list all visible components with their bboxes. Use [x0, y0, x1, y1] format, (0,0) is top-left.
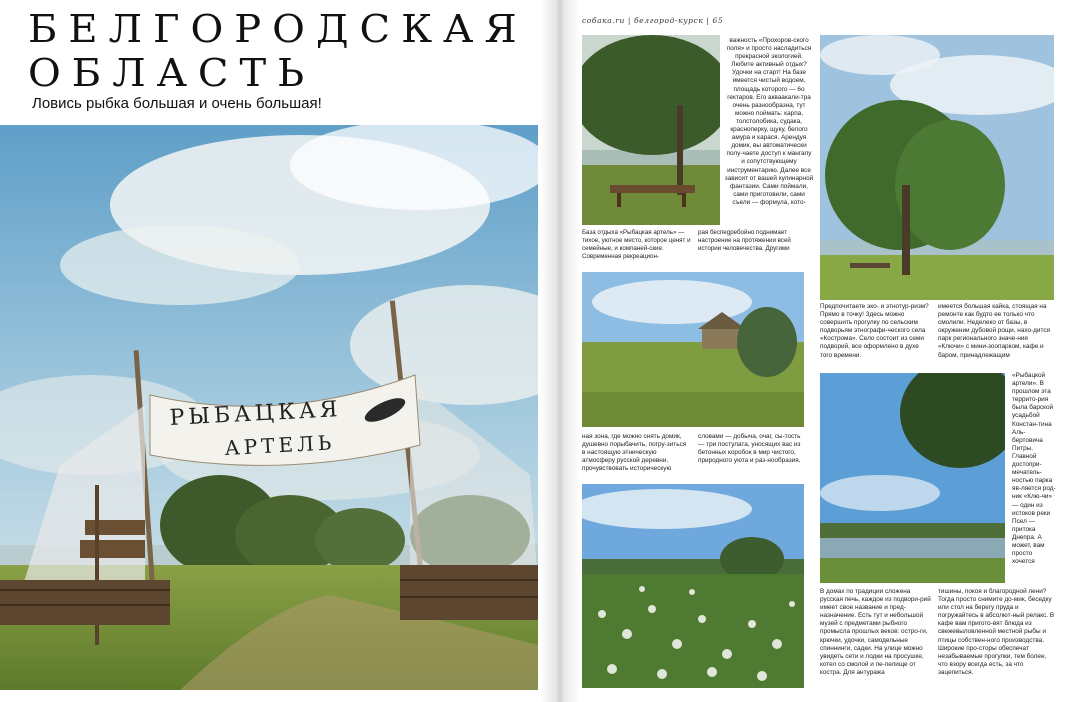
page-title: БЕЛГОРОДСКАЯ ОБЛАСТЬ [28, 8, 528, 96]
page-gutter [540, 0, 580, 702]
photo-willow-lake [820, 35, 1054, 300]
photo-village-field [582, 272, 804, 427]
photo-bench-under-willow [582, 35, 720, 225]
text-col-b: имеется большая кайка, стоящая на ремонте как будто ее только что смолили. Неделеко от базы, в окружении дубовой рощи, нахо-дится парк регионального значе-ния «Ключи» с мини-зоопарком, кафе и баром, принадлежащим [938, 303, 1050, 359]
text-column-intro: важность «Прохоров-ского поля» и просто насладиться прекрасной экологией. Любите активный отдых? Удочки на старт! На базе имеется чистый водоем, площадь которого — 6о гектаров. Его акваакали-тра очень разнообразна, тут можно поймать: карпа, толстолобика, судака, красноперку, щуку, белого амура и карася. Арендуя домик, вы автоматически полу-чаете доступ к мангалу и сопутствующему инструментарию. Далее все зависит от вашей кулинарной фантазии. Сами поймали, сами приготовили, сами съели — формула, кото- [724, 37, 814, 206]
main-photo-fishing-gate [0, 125, 538, 690]
sign-line-2: АРТЕЛЬ [224, 430, 336, 460]
photo-lake-tree [820, 373, 1005, 583]
text-mid-left: ная зона, где можно снять домик, душевно порыбачить, погру-зиться в настоящую этническую атмосферу русской деревни, прочувствовать историческую [582, 433, 687, 473]
text-mid-right: словами — добыча, очаг, сы-тость — три постулата, уносящих вас из бетонных коробок в мир чистого, природного уюта и раз-нообразия. [698, 433, 801, 465]
sign-line-1: РЫБАЦКАЯ [169, 397, 343, 431]
text-bottom-a: В домах по традиции сложена русская печь, каждое из подвори-рий имеет свое название и пред-назначение. Есть тут и небольшой музей с предметами рыбного промысла прошлых веков: остро-ги, крючки, удочки, самодельные спиннинги, садки. На улице можно увидеть сети и лодки на просушке, котел со смолой и пе-пелище от костра. Для антуража [820, 588, 931, 676]
page-header: собака.ru | белгород-курск | 65 [582, 16, 724, 25]
text-bottom-b: тишины, покоя и благородной лени? Тогда просто снимите до-мик, беседку или стол на берегу пруда и погружайтесь в абсолют-ный релакс. В кафе вам пригото-вят блюда из свежевыловленной местной рыбы и птицы собствен-ного производства. Широкие про-сторы обеспечат незабываемые прогулки, тем более, что взору всегда есть, за что зацепиться. [938, 588, 1055, 676]
caption-left: База отдыха «Рыбацкая артель» — тихое, уютное место, которое ценят и семейные, и компаней-ские. Современная рекреацион- [582, 229, 691, 261]
caption-right: рая беспеgребойно поднимает настроение на протяжении всей истории человечества. Другими [698, 229, 791, 253]
text-col-a: Предпочитаете эко- и этнотур-ризм? Прямо в точку! Здесь можно совершить прогулку по сельским подворьям этнографи-ческого села «Кострома». Село состоит из семи подворий, все оформлено в духе того времени. [820, 303, 929, 359]
photo-flower-meadow [582, 484, 804, 688]
text-col-narrow: «Рыбацкой артели». В прошлом эта террито-рия была барской усадьбой Констан-тина Аль-бертовича Питры. Главной достопри-мечатель-ностью парка яв-ляется род-ник «Клю-чи» — один из истоков реки Псел — притока Днепра. А может, вам просто хочется [1012, 372, 1056, 566]
page-subtitle: Ловись рыбка большая и очень большая! [32, 95, 322, 112]
